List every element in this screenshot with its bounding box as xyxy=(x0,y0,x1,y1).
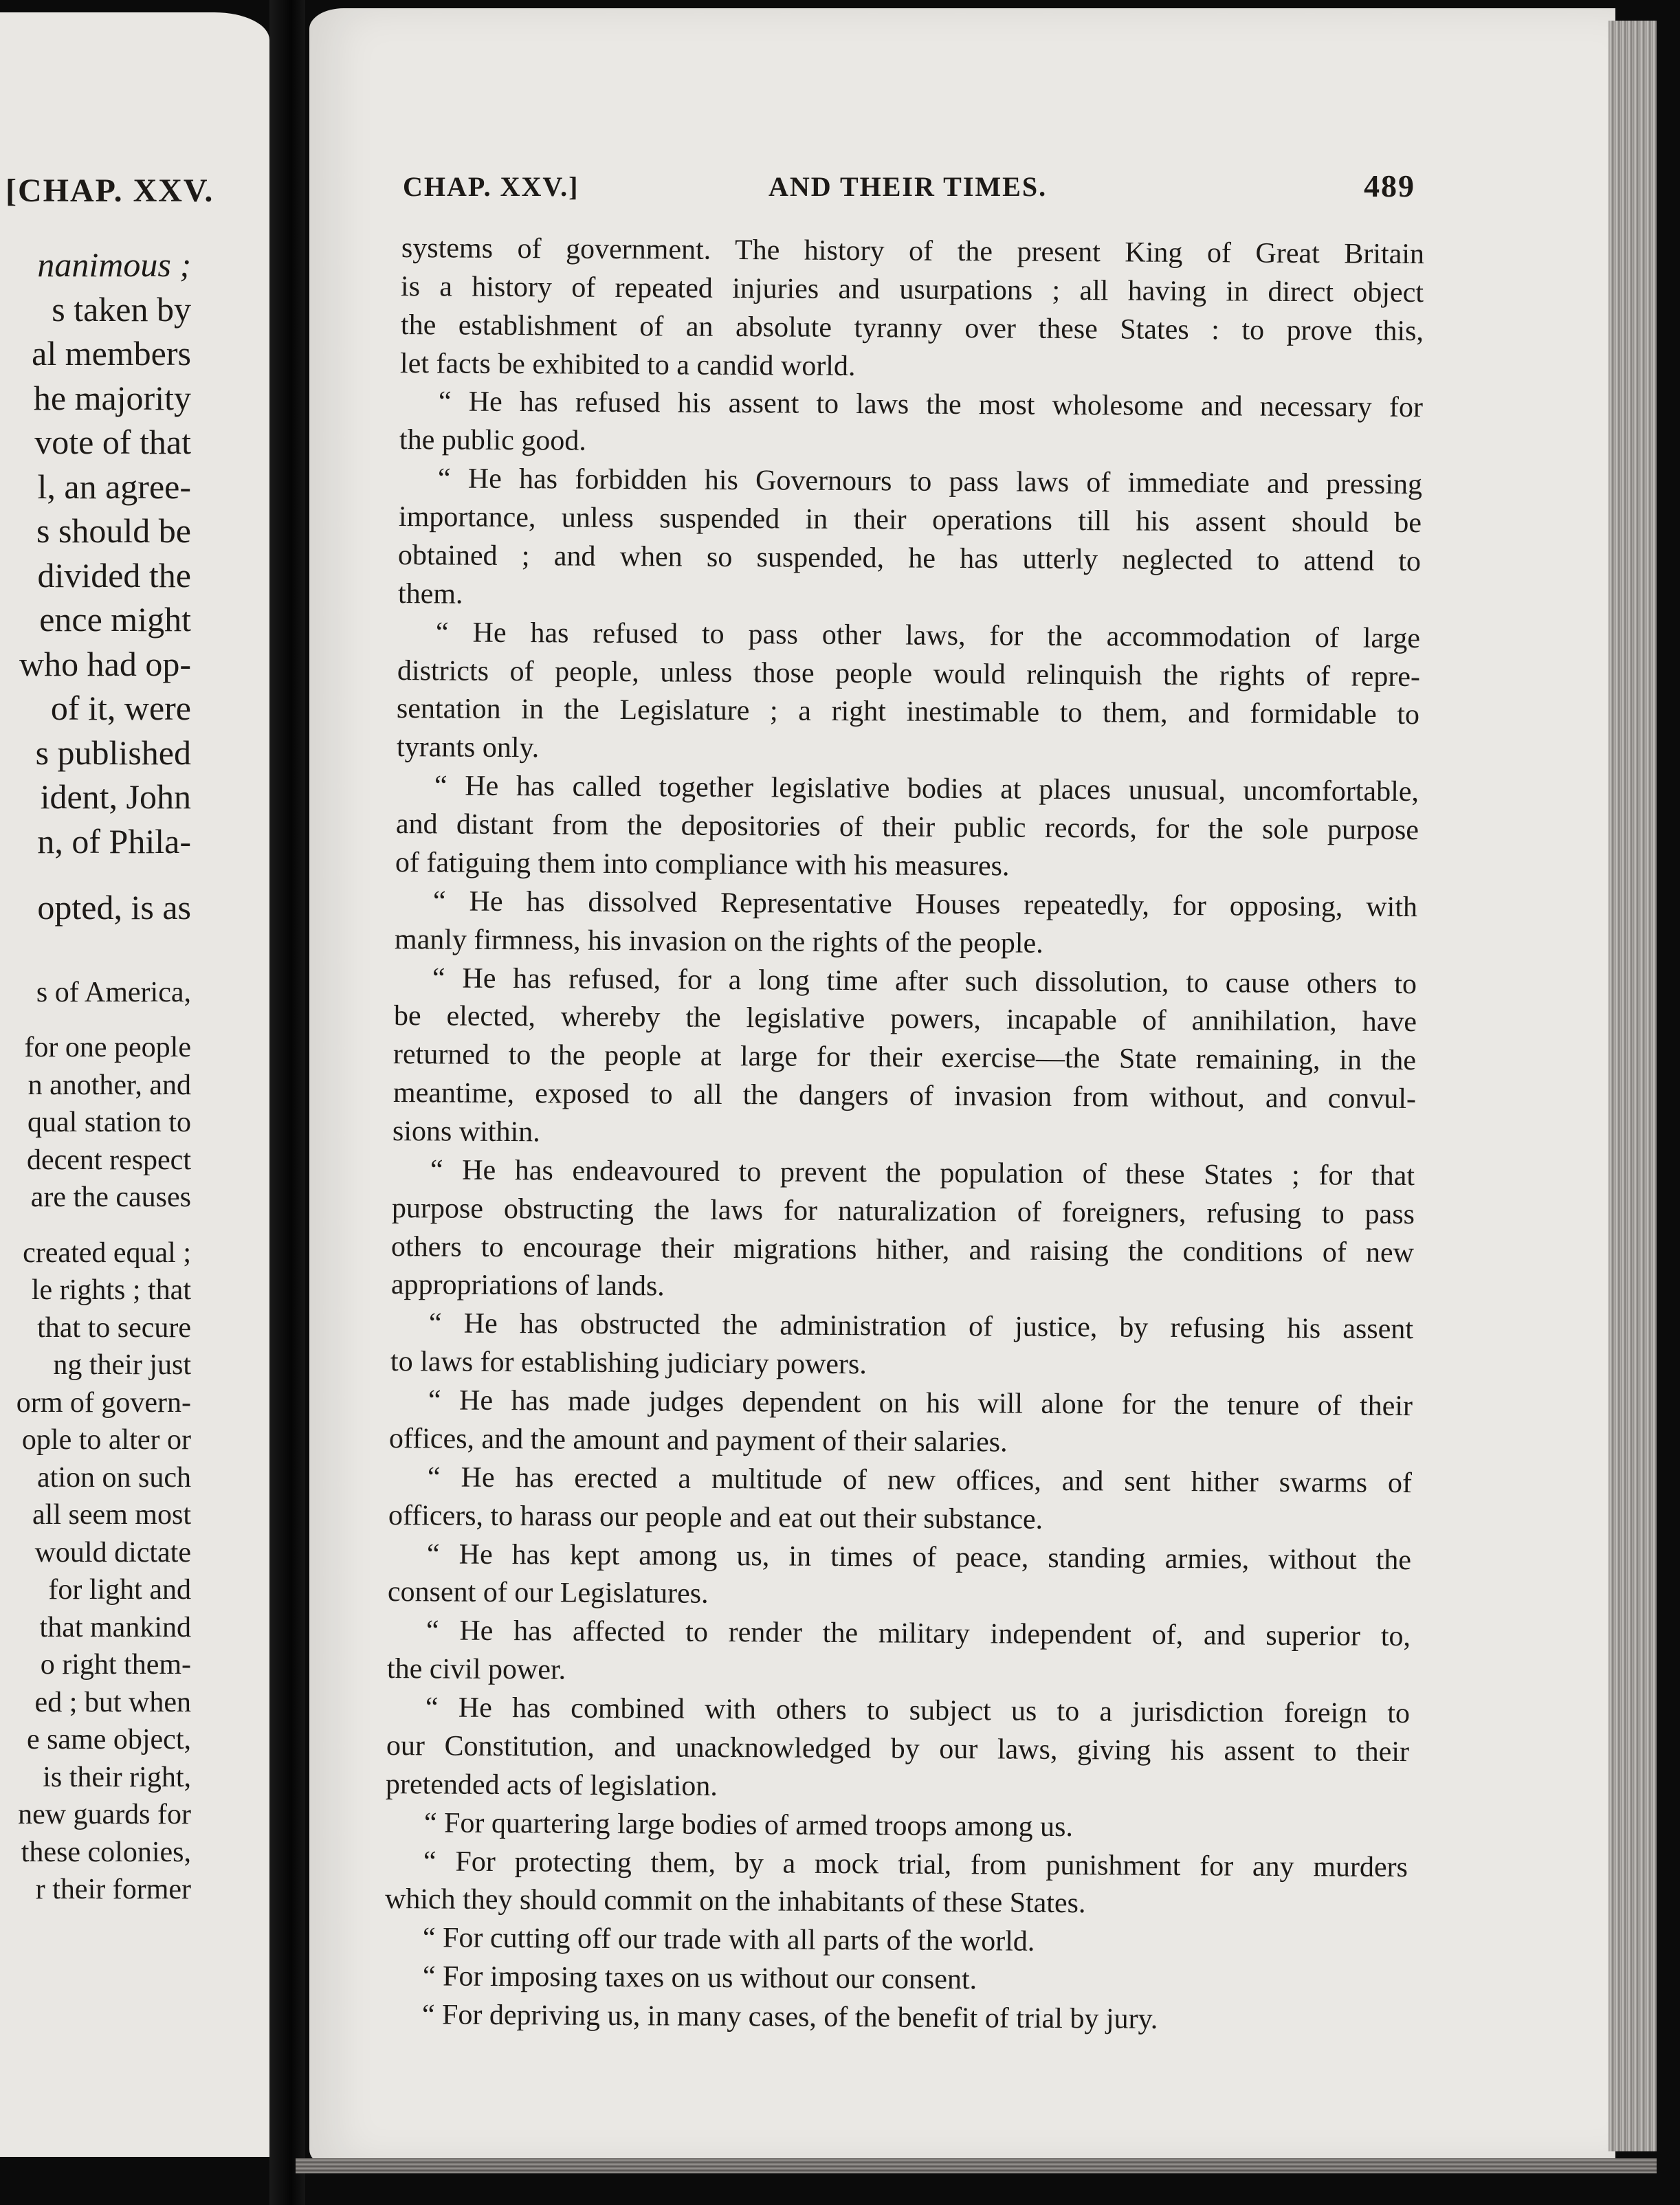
text-line: “ For quartering large bodies of armed troops among us. xyxy=(423,1806,1073,1843)
running-head-chapter: CHAP. XXV.] xyxy=(403,171,579,202)
text-line: is a history of repeated injuries and usurpations ; all having in direct object xyxy=(401,270,1424,309)
text-line: “ He has called together legislative bodies at places unusual, uncomfortable, xyxy=(434,770,1419,808)
left-page-line: ident, John xyxy=(40,777,191,816)
left-page-line: qual station to xyxy=(27,1107,191,1138)
left-page-line: l, an agree- xyxy=(37,467,191,506)
left-page-line: for one people xyxy=(24,1032,191,1063)
left-page-line: decent respect xyxy=(26,1144,191,1176)
text-line: “ He has refused to pass other laws, for the accommodation of large xyxy=(436,617,1421,654)
left-page-line: orm of govern- xyxy=(16,1386,191,1419)
bottom-page-edges xyxy=(296,2158,1657,2173)
text-line: sentation in the Legislature ; a right inestimable to them, and formidable to xyxy=(397,693,1420,731)
left-page-line: s should be xyxy=(36,511,191,550)
left-page-line: n, of Phila- xyxy=(37,821,191,861)
left-page-line: o right them- xyxy=(40,1649,191,1681)
page-number: 489 xyxy=(1364,168,1415,203)
text-line: officers, to harass our people and eat out their substance. xyxy=(388,1499,1043,1536)
text-line: sions within. xyxy=(392,1116,540,1149)
left-page-line: new guards for xyxy=(18,1799,191,1830)
text-line: obtained ; and when so suspended, he has utterly neglected to attend to xyxy=(398,539,1422,578)
text-line: meantime, exposed to all the dangers of invasion from without, and convul- xyxy=(393,1077,1416,1116)
left-page-line: vote of that xyxy=(34,423,191,461)
text-line: appropriations of lands. xyxy=(390,1269,665,1303)
left-page-line: n another, and xyxy=(27,1069,191,1101)
text-line: be elected, whereby the legislative powers, incapable of annihilation, have xyxy=(393,1000,1417,1039)
left-page-line: opted, is as xyxy=(37,888,191,927)
text-line: “ He has forbidden his Governours to pass laws of immediate and pressing xyxy=(437,463,1422,501)
left-page-line: ed ; but when xyxy=(34,1686,191,1718)
text-line: “ He has dissolved Representative Houses repeatedly, for opposing, with xyxy=(433,885,1418,923)
left-page-line: that mankind xyxy=(39,1611,191,1643)
running-head-title: AND THEIR TIMES. xyxy=(769,171,1048,202)
text-line: “ He has combined with others to subject us to a jurisdiction foreign to xyxy=(425,1692,1410,1730)
text-line: others to encourage their migrations hither, and raising the conditions of new xyxy=(391,1230,1415,1269)
left-page-line: s published xyxy=(35,733,191,772)
left-page-line: for light and xyxy=(48,1574,191,1606)
page-edges xyxy=(1609,21,1657,2151)
text-line: “ He has obstructed the administration of justice, by refusing his assent xyxy=(429,1307,1414,1346)
left-page-line: created equal ; xyxy=(23,1237,191,1269)
left-page-line: these colonies, xyxy=(21,1836,191,1868)
text-line: “ For depriving us, in many cases, of the benefit of trial by jury. xyxy=(421,1999,1158,2035)
text-line: districts of people, unless those people would relinquish the rights of repre- xyxy=(397,654,1420,693)
left-page-line: is their right, xyxy=(43,1761,191,1793)
text-line: purpose obstructing the laws for naturalization of foreigners, refusing to pass xyxy=(391,1192,1415,1230)
left-page-line: he majority xyxy=(33,378,191,417)
left-page-line: all seem most xyxy=(32,1499,191,1531)
text-line: consent of our Legislatures. xyxy=(388,1576,709,1610)
text-line: “ He has refused his assent to laws the most wholesome and necessary for xyxy=(438,386,1423,424)
text-line: manly firmness, his invasion on the rights of the people. xyxy=(394,923,1043,960)
left-page-line: e same object, xyxy=(26,1724,191,1755)
left-page-line: s taken by xyxy=(52,289,191,329)
left-page-line: al members xyxy=(32,334,191,373)
text-line: returned to the people at large for their exercise—the State remaining, in the xyxy=(393,1039,1417,1077)
left-page-line: s of America, xyxy=(36,976,191,1008)
left-page-line: ence might xyxy=(39,600,191,639)
text-line: “ For protecting them, by a mock trial, from punishment for any murders xyxy=(423,1845,1408,1883)
text-line: offices, and the amount and payment of their salaries. xyxy=(389,1422,1008,1459)
text-line: tyrants only. xyxy=(396,731,540,764)
left-page-line: who had op- xyxy=(19,644,191,683)
left-page-line: r their former xyxy=(35,1874,191,1905)
text-line: importance, unless suspended in their operations till his assent should be xyxy=(398,501,1422,540)
book-gutter xyxy=(269,0,305,2205)
text-line: pretended acts of legislation. xyxy=(386,1768,718,1802)
left-page-line: of it, were xyxy=(50,689,191,727)
left-page-line: would dictate xyxy=(34,1536,191,1569)
text-line: to laws for establishing judiciary powers. xyxy=(390,1346,867,1381)
text-line: “ For imposing taxes on us without our consent. xyxy=(422,1960,977,1996)
text-line: the public good. xyxy=(399,424,587,458)
left-page-line: ople to alter or xyxy=(21,1424,191,1456)
text-line: let facts be exhibited to a candid world. xyxy=(400,347,856,382)
text-line: “ He has affected to render the military independent of, and superior to, xyxy=(425,1615,1411,1653)
left-page xyxy=(0,12,269,2157)
left-running-head: [CHAP. XXV. xyxy=(5,173,214,209)
text-line: “ For cutting off our trade with all parts of the world. xyxy=(422,1922,1035,1958)
text-line: “ He has refused, for a long time after such dissolution, to cause others to xyxy=(432,962,1417,1000)
text-line: of fatiguing them into compliance with his measures. xyxy=(395,846,1010,883)
text-line: and distant from the depositories of their public records, for the sole purpose xyxy=(395,808,1419,847)
text-line: systems of government. The history of the present King of Great Britain xyxy=(401,232,1425,271)
text-line: “ He has erected a multitude of new offices, and sent hither swarms of xyxy=(427,1461,1413,1499)
left-page-line: divided the xyxy=(37,555,191,595)
left-page-line: ation on such xyxy=(37,1461,191,1494)
left-page-line: nanimous ; xyxy=(37,245,191,284)
text-line: “ He has kept among us, in times of peace, standing armies, without the xyxy=(426,1538,1411,1576)
left-page-line: le rights ; that xyxy=(31,1274,191,1306)
left-page-line: ng their just xyxy=(53,1349,191,1381)
left-page-line: are the causes xyxy=(30,1182,191,1213)
text-line: the establishment of an absolute tyranny over these States : to prove this, xyxy=(400,309,1424,347)
text-line: “ He has made judges dependent on his will alone for the tenure of their xyxy=(428,1384,1413,1423)
text-line: our Constitution, and unacknowledged by our laws, giving his assent to their xyxy=(386,1729,1410,1768)
text-line: the civil power. xyxy=(386,1653,566,1686)
left-page-line: that to secure xyxy=(37,1311,191,1344)
text-line: which they should commit on the inhabitants of these States. xyxy=(384,1883,1086,1920)
text-line: “ He has endeavoured to prevent the population of these States ; for that xyxy=(430,1154,1415,1192)
text-line: them. xyxy=(397,577,463,610)
